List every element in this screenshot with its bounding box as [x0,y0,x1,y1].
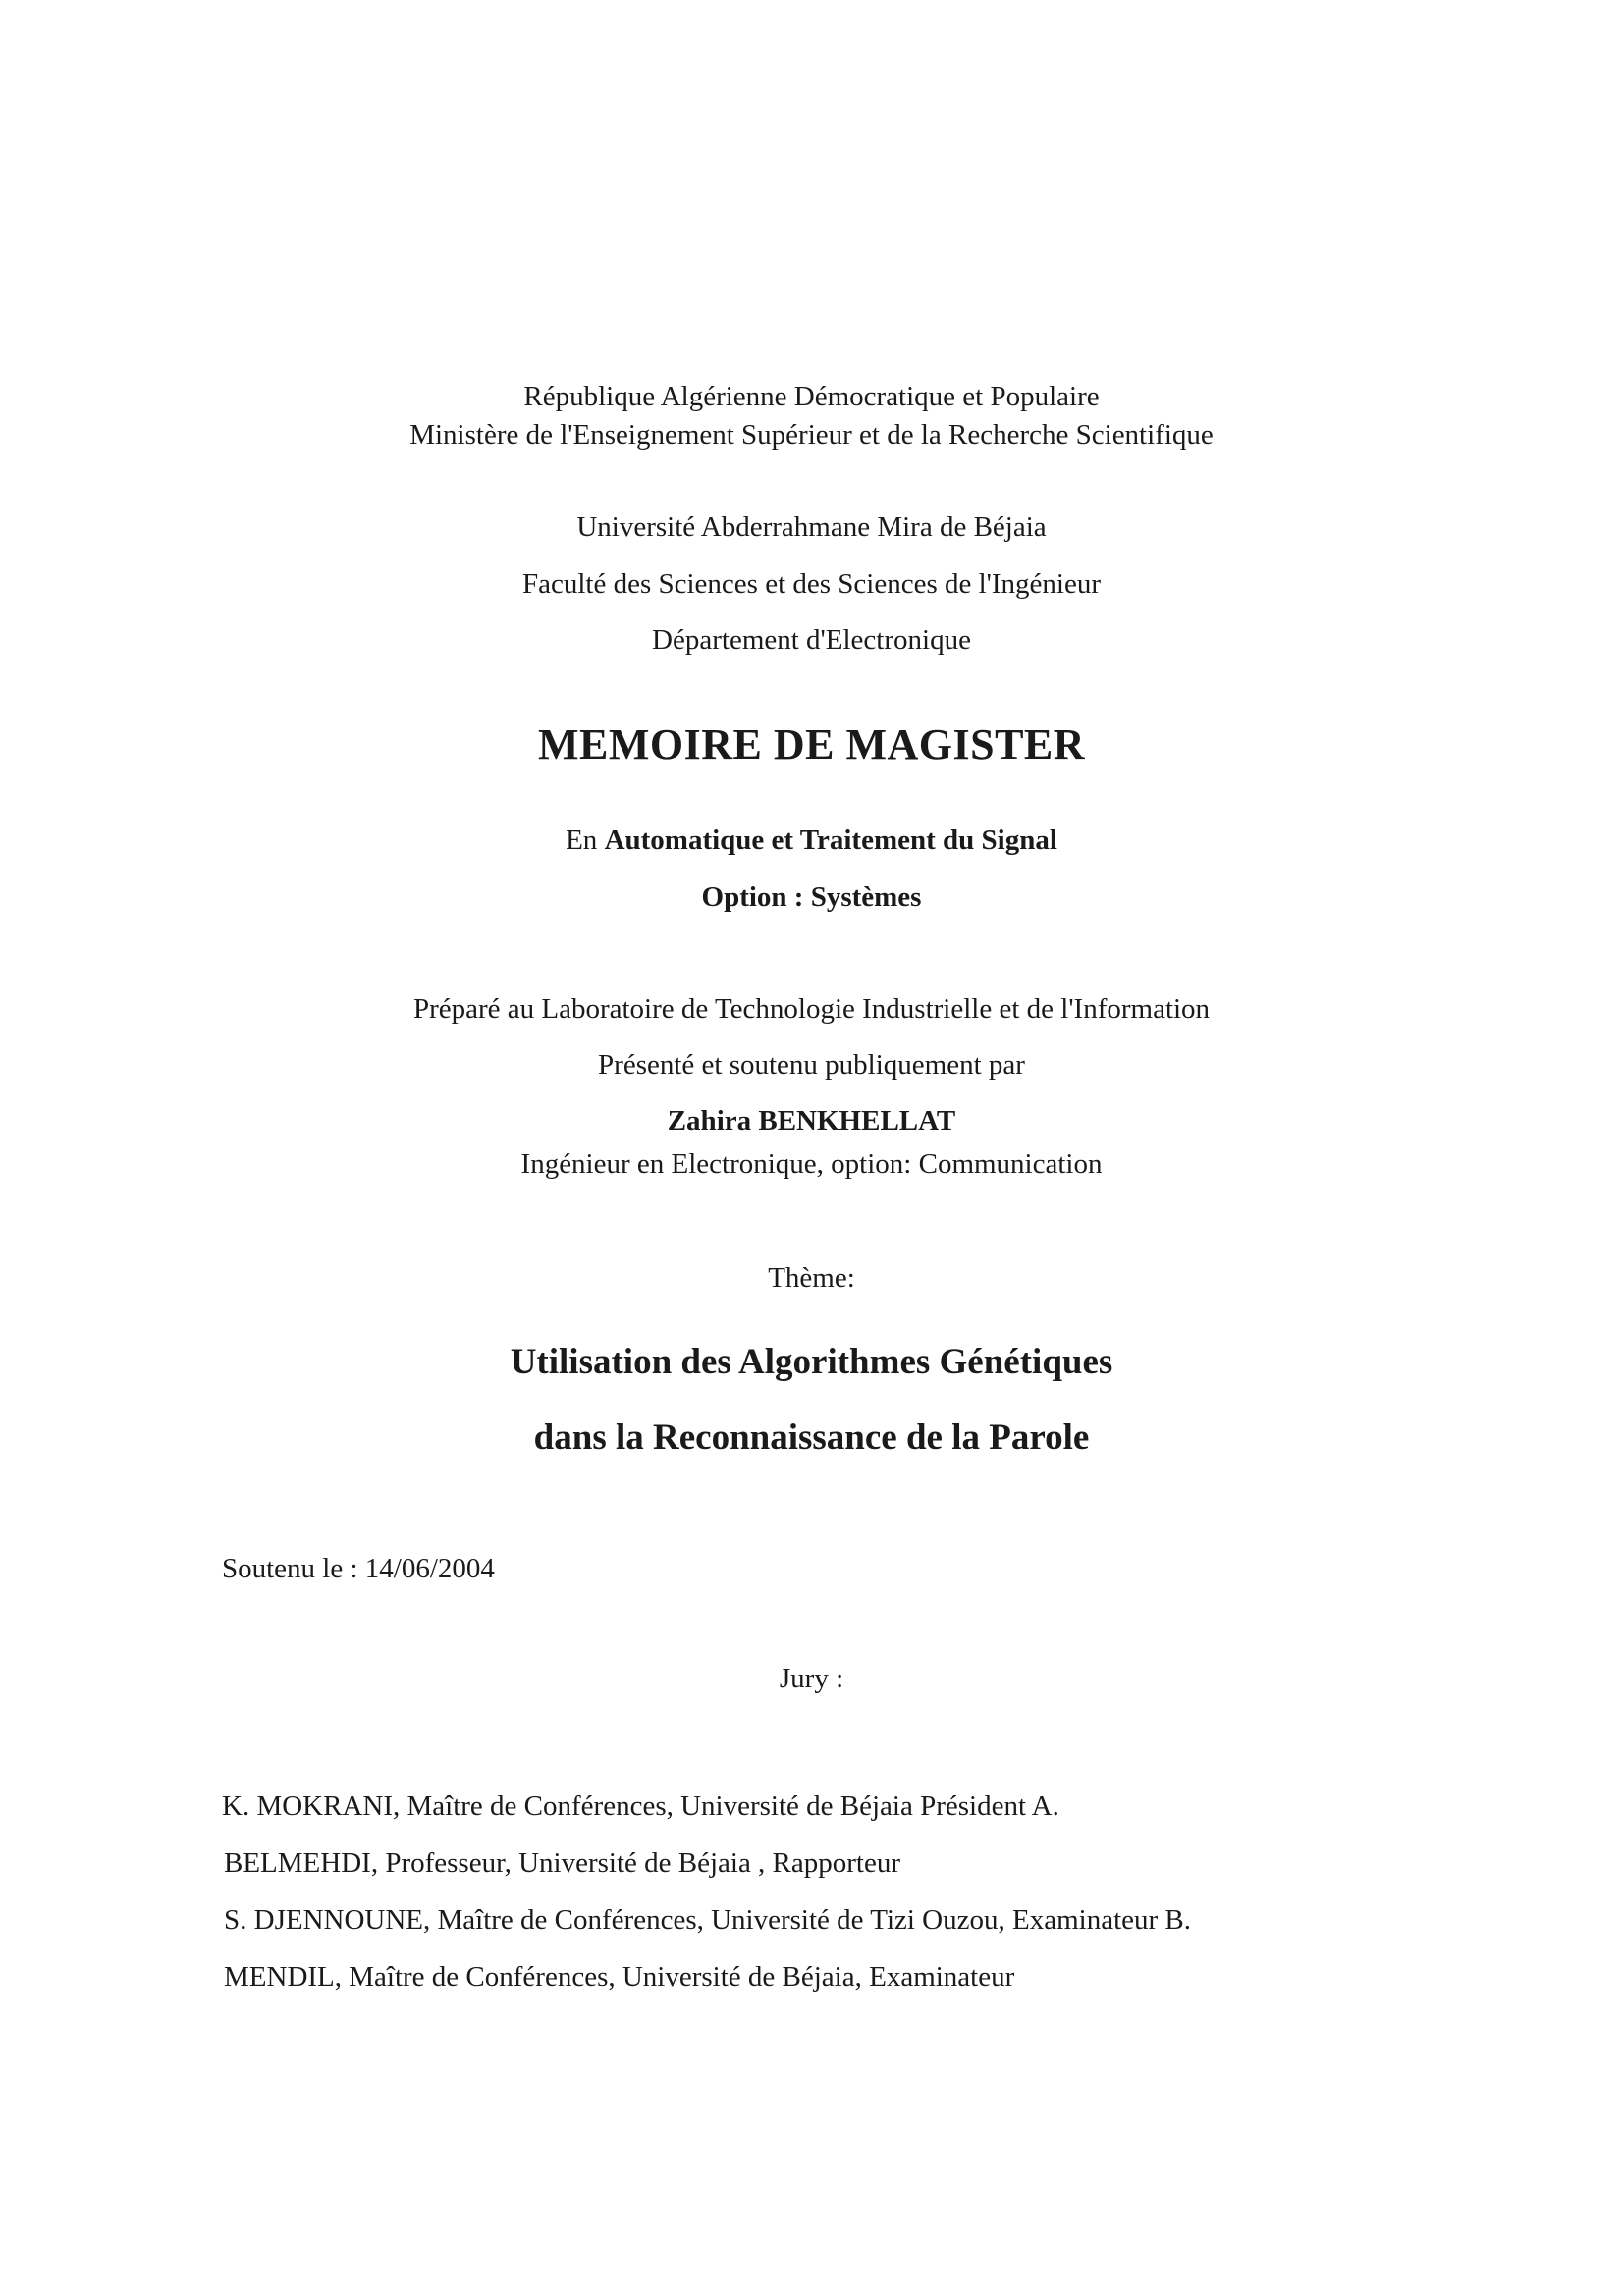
university-line: Université Abderrahmane Mira de Béjaia [576,511,1047,543]
option-line: Option : Systèmes [701,881,922,913]
theme-title-line-1: Utilisation des Algorithmes Génétiques [510,1342,1113,1382]
page-title: MEMOIRE DE MAGISTER [537,721,1086,769]
author-name: Zahira BENKHELLAT [667,1105,956,1137]
presented-line: Présenté et soutenu publiquement par [598,1049,1025,1081]
jury-line: BELMEHDI, Professeur, Université de Béjaia , Rapporteur [224,1847,901,1879]
ministry-line: Ministère de l'Enseignement Supérieur et de la Recherche Scientifique [409,419,1214,451]
author-qualification: Ingénieur en Electronique, option: Communication [520,1148,1103,1180]
defense-date: Soutenu le : 14/06/2004 [222,1553,495,1584]
speciality-prefix: En [566,825,605,856]
prepared-line: Préparé au Laboratoire de Technologie Industrielle et de l'Information [412,993,1211,1025]
speciality-line [0,823,1623,858]
theme-label: Thème: [768,1262,855,1294]
speciality-name: Automatique et Traitement du Signal [604,825,1057,856]
republic-line: République Algérienne Démocratique et Populaire [523,381,1100,412]
faculty-line: Faculté des Sciences et des Sciences de l'Ingénieur [521,568,1102,600]
jury-label: Jury : [779,1663,844,1694]
jury-line: K. MOKRANI, Maître de Conférences, Université de Béjaia Président A. [222,1790,1059,1822]
department-line: Département d'Electronique [652,624,971,656]
theme-title-line-2: dans la Reconnaissance de la Parole [533,1417,1090,1458]
jury-line: MENDIL, Maître de Conférences, Université de Béjaia, Examinateur [224,1961,1015,1993]
jury-line: S. DJENNOUNE, Maître de Conférences, Université de Tizi Ouzou, Examinateur B. [224,1904,1191,1936]
